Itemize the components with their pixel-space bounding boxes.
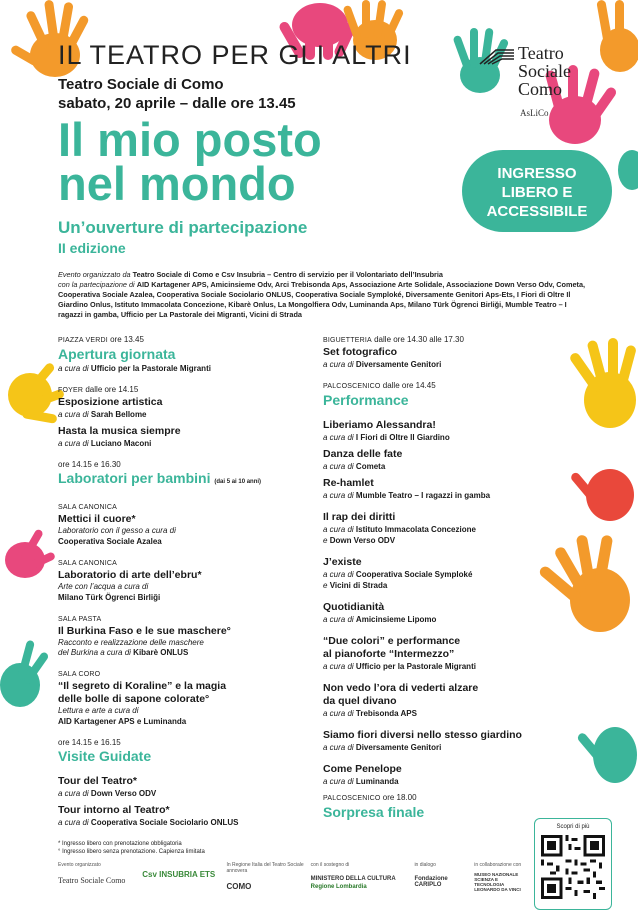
item-location: PALCOSCENICO	[323, 383, 381, 390]
curator-lead: a cura di	[58, 789, 89, 798]
section-title: Performance	[323, 392, 409, 408]
event-title: Liberiamo Alessandra!	[323, 419, 436, 431]
footer-csv	[142, 862, 220, 879]
event-title: Non vedo l’ora di vederti alzare	[323, 682, 479, 694]
curator: Cooperativa Sociale Symploké	[355, 570, 473, 579]
curator: Diversamente Genitori	[355, 360, 442, 369]
program-item	[58, 775, 308, 799]
event-title: Esposizione artistica	[58, 396, 163, 408]
curator: Down Verso ODV	[329, 536, 396, 545]
program-item	[58, 557, 308, 603]
event-description: del Burkina a cura di	[58, 648, 131, 657]
item-location: PALCOSCENICO	[323, 795, 381, 802]
item-location: FOYER	[58, 387, 84, 394]
program-item	[323, 792, 573, 821]
qr-code-icon[interactable]	[541, 835, 605, 899]
event-title: Tour del Teatro*	[58, 775, 137, 787]
note-reservation: * Ingresso libero con prenotazione obbligatoria	[58, 841, 182, 847]
program-item	[58, 384, 308, 420]
item-time: dalle ore 14.15	[85, 385, 139, 394]
program-item	[323, 380, 573, 409]
item-location: SALA CORO	[58, 671, 101, 678]
event-title: Re-hamlet	[323, 477, 374, 489]
qr-label: Scopri di più	[556, 824, 590, 830]
venue: Teatro Sociale di Como	[58, 76, 224, 93]
section-title: Visite Guidate	[58, 748, 152, 764]
intro-paragraph	[58, 270, 593, 320]
event-title: “Il segreto di Koraline” e la magia	[58, 680, 227, 692]
csv-insubria-logo: Csv INSUBRIA ETS	[142, 870, 216, 879]
event-title: Danza delle fate	[323, 448, 403, 460]
item-time: dalle ore 14.45	[382, 381, 436, 390]
cariplo-logo: Fondazione CARIPLO	[414, 876, 448, 888]
program-item	[58, 425, 308, 449]
logo-sub: AsLiCo	[520, 108, 549, 118]
footer-sponsors	[311, 862, 409, 890]
footer-lead: con il sostegno di	[310, 862, 350, 868]
program-item	[323, 556, 573, 591]
curator: Milano Türk Ögrenci Birliği	[58, 593, 161, 602]
curator-lead: a cura di	[323, 615, 354, 624]
program-item	[58, 501, 308, 547]
logo-line-3: Como	[518, 79, 563, 99]
edition: II edizione	[58, 240, 126, 256]
curator-lead: a cura di	[323, 491, 354, 500]
curator: Trebisonda APS	[355, 709, 417, 718]
program-left-column	[58, 334, 308, 833]
curator: Luciano Maconi	[90, 439, 152, 448]
logo-line-1: Teatro	[518, 43, 564, 63]
program-right-column	[323, 334, 573, 826]
item-time: ore 13.45	[110, 335, 144, 344]
item-time: ore 14.15 e 16.30	[58, 460, 121, 469]
program-item	[58, 737, 308, 765]
footer-organizer	[58, 862, 136, 885]
program-item	[323, 448, 573, 472]
page-title	[58, 113, 322, 210]
regione-logo: Regione Lombardia	[310, 884, 367, 890]
event-title: J’existe	[323, 556, 362, 568]
curator-and: e	[323, 536, 328, 545]
event-description: Lettura e arte a cura di	[58, 706, 139, 715]
curator: Amicinsieme Lipomo	[355, 615, 437, 624]
title-line-1: Il mio posto	[58, 113, 322, 166]
program-item	[323, 511, 573, 546]
footer-como	[226, 862, 304, 891]
curator: Diversamente Genitori	[355, 743, 442, 752]
event-title: Set fotografico	[323, 346, 398, 358]
footer-museo	[474, 862, 528, 892]
curator-lead: a cura di	[323, 360, 354, 369]
curator: Kibarè ONLUS	[133, 648, 189, 657]
footer-lead: in collaborazione con	[474, 862, 522, 868]
curator-lead: a cura di	[323, 777, 354, 786]
event-description: Arte con l’acqua a cura di	[58, 582, 149, 591]
note-no-reservation: ° Ingresso libero senza prenotazione. Capienza limitata	[58, 849, 205, 855]
logo-wordmark	[518, 44, 571, 98]
curator-lead: a cura di	[58, 439, 89, 448]
program-item	[58, 334, 308, 374]
program-item	[323, 601, 573, 625]
badge-line-3: ACCESSIBILE	[486, 203, 588, 220]
theatre-curtain-icon	[478, 46, 516, 68]
intro-organizers: Teatro Sociale di Como e Csv Insubria – Centro di servizio per il Volontariato dell’Insubria	[132, 270, 443, 279]
free-entry-badge	[462, 150, 612, 232]
item-time: dalle ore 14.30 alle 17.30	[374, 335, 464, 344]
event-datetime: sabato, 20 aprile – dalle ore 13.45	[58, 95, 296, 112]
curator: Luminanda	[355, 777, 399, 786]
curator: Cometa	[355, 462, 386, 471]
program-item	[58, 804, 308, 828]
teatro-footer-logo: Teatro Sociale Como	[58, 876, 126, 885]
curator-lead: a cura di	[323, 662, 354, 671]
section-title: Sorpresa finale	[323, 804, 425, 820]
event-title: Mettici il cuore*	[58, 513, 136, 525]
curator: AID Kartagener APS e Luminanda	[58, 717, 187, 726]
event-title: Come Penelope	[323, 763, 402, 775]
event-title: al pianoforte “Intermezzo”	[323, 648, 455, 660]
footer-lead: Evento organizzato	[58, 862, 101, 868]
item-location: SALA PASTA	[58, 616, 102, 623]
curator: Vicini di Strada	[329, 581, 388, 590]
curator: I Fiori di Oltre Il Giardino	[355, 433, 450, 442]
item-location: SALA CANONICA	[58, 504, 118, 511]
ministero-logo: MINISTERO DELLA CULTURA	[310, 876, 396, 882]
program-item	[58, 459, 308, 491]
como-coat-logo: COMO	[226, 882, 252, 891]
event-title: da quel divano	[323, 695, 397, 707]
museo-logo: MUSEO NAZIONALE SCIENZA E TECNOLOGIA LEONARDO DA VINCI	[474, 872, 521, 892]
curator: Mumble Teatro – I ragazzi in gamba	[355, 491, 491, 500]
event-description: Laboratorio con il gesso a cura di	[58, 526, 176, 535]
hand-teal-right-icon	[610, 140, 638, 200]
event-description: Racconto e realizzazione delle maschere	[58, 638, 204, 647]
intro-lead: Evento organizzato da	[58, 270, 131, 279]
item-time: ore 14.15 e 16.15	[58, 738, 121, 747]
event-title: delle bolle di sapone colorate°	[58, 693, 210, 705]
curator-lead: a cura di	[323, 462, 354, 471]
curator-lead: a cura di	[58, 818, 89, 827]
event-title: Tour intorno al Teatro*	[58, 804, 170, 816]
hand-teal-bottomleft-icon	[0, 630, 60, 720]
badge-line-2: LIBERO E	[501, 184, 573, 201]
program-item	[323, 477, 573, 501]
program-item	[323, 763, 573, 787]
item-location: PIAZZA VERDI	[58, 337, 108, 344]
item-time: ore 18.00	[382, 793, 417, 802]
event-title: Quotidianità	[323, 601, 385, 613]
badge-line-1: INGRESSO	[497, 165, 577, 182]
curator: Down Verso ODV	[90, 789, 157, 798]
curator: Istituto Immacolata Concezione	[355, 525, 476, 534]
curator-lead: a cura di	[323, 743, 354, 752]
program-item	[323, 419, 573, 443]
age-note: (dai 5 ai 10 anni)	[214, 479, 262, 485]
title-line-2: nel mondo	[58, 157, 296, 210]
event-title: Il rap dei diritti	[323, 511, 396, 523]
hand-orange-topright2-icon	[580, 0, 638, 90]
curator-and: e	[323, 581, 328, 590]
curator-lead: a cura di	[323, 570, 354, 579]
intro-partners: AID Kartagener APS, Amicinsieme Odv, Arci Trebisonda Aps, Associazione Arte Solidale, Associazione Down Verso Odv, Cometa, Cooperativa Sociale Azalea, Cooperativa Sociale Sociolario ONLUS, Cooperativa Sociale Symploké, Diversamente Genitori Aps-Ets, I Fiori di Oltre Il Giardino Onlus, Istituto Immacolata Concezione, Kibarè Onlus, La Mongolfiera Odv, Luminanda Aps, Milano Türk Ögrenci Birliği, Mumble Teatro – I ragazzi in gamba, Ufficio per La Pastorale dei Migranti, Vicini di Strada	[58, 280, 586, 319]
series-title: IL TEATRO PER GLI ALTRI	[58, 40, 412, 70]
logo-line-2: Sociale	[518, 61, 571, 81]
curator-lead: a cura di	[323, 433, 354, 442]
curator-lead: a cura di	[58, 410, 89, 419]
curator: Cooperativa Sociale Sociolario ONLUS	[90, 818, 239, 827]
curator: Ufficio per la Pastorale Migranti	[90, 364, 211, 373]
footer-lead: In Regione Italia del Teatro Sociale annovera	[226, 862, 304, 874]
curator-lead: a cura di	[323, 525, 354, 534]
curator-lead: a cura di	[323, 709, 354, 718]
item-location: BIGUETTERIA	[323, 337, 372, 344]
curator: Sarah Bellome	[90, 410, 147, 419]
event-title: Laboratorio di arte dell’ebru*	[58, 569, 202, 581]
footer-logos	[58, 862, 528, 912]
booking-notes	[58, 840, 205, 856]
footer-lead: in dialogo	[414, 862, 436, 868]
footer-cariplo	[414, 862, 468, 888]
intro-partner-lead: con la partecipazione di	[58, 280, 135, 289]
program-item	[323, 729, 573, 753]
program-item	[58, 613, 308, 658]
qr-box[interactable]	[534, 818, 612, 910]
curator: Cooperativa Sociale Azalea	[58, 537, 162, 546]
event-title: “Due colori” e performance	[323, 635, 461, 647]
curator-lead: a cura di	[58, 364, 89, 373]
program-item	[323, 334, 573, 370]
program-item	[323, 635, 573, 672]
subtitle: Un’ouverture di partecipazione	[58, 218, 308, 237]
event-title: Siamo fiori diversi nello stesso giardino	[323, 729, 522, 741]
program-item	[58, 668, 308, 727]
section-title: Laboratori per bambini	[58, 470, 211, 486]
curator: Ufficio per la Pastorale Migranti	[355, 662, 476, 671]
event-title: Il Burkina Faso e le sue maschere°	[58, 625, 231, 637]
event-title: Hasta la musica siempre	[58, 425, 181, 437]
section-title: Apertura giornata	[58, 346, 176, 362]
program-item	[323, 682, 573, 719]
item-location: SALA CANONICA	[58, 560, 118, 567]
